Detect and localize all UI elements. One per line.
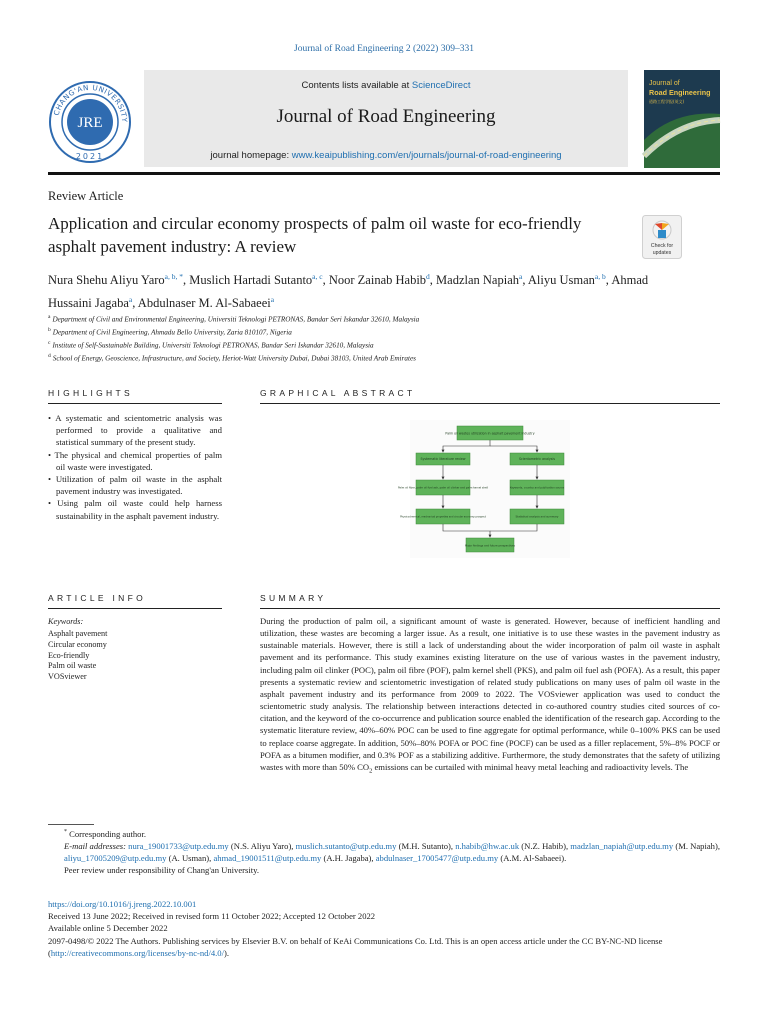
publication-info [48, 898, 720, 959]
email-owner: (M.H. Sutanto), [396, 841, 456, 852]
graphical-abstract-figure [397, 420, 570, 558]
keywords-label: Keywords: [48, 617, 84, 626]
author-name: Madzlan Napiah [436, 273, 519, 288]
highlight-item: • The physical and chemical properties of palm oil waste were investigated. [48, 449, 222, 472]
affiliation-text: Institute of Self-Sustainable Building, Universiti Teknologi PETRONAS, Bandar Seri Iskandar 32610, Malaysia [52, 341, 374, 350]
email-link[interactable]: muslich.sutanto@utp.edu.my [295, 841, 397, 852]
journal-header-box [144, 70, 628, 167]
corresponding-author-text: Corresponding author. [69, 828, 147, 839]
author-name: Ahmad Hussaini Jagaba [48, 273, 649, 311]
ga-box-left2-text: Palm oil fiber, palm oil fuel ash, palm oil clinker and palm kernel shell [397, 486, 489, 490]
received-dates: Received 13 June 2022; Received in revised form 11 October 2022; Accepted 12 October 2022 [48, 911, 376, 922]
email-owner: (A.H. Jagaba), [321, 853, 376, 864]
journal-homepage-line [144, 150, 628, 161]
author-separator: , [132, 296, 138, 311]
ga-box-left1-text: Systematic literature review [420, 457, 466, 461]
ga-box-right1-text: Scientometric analysis [518, 457, 556, 461]
affiliation-mark: a [48, 314, 51, 320]
email-link[interactable]: nura_19001733@utp.edu.my [128, 841, 229, 852]
highlight-item: • Using palm oil waste could help harness sustainability in the asphalt pavement industry. [48, 498, 222, 521]
footnotes [48, 826, 720, 877]
affiliation-text: Department of Civil Engineering, Ahmadu Bello University, Zaria 810107, Nigeria [52, 328, 292, 337]
author-name: Aliyu Usman [527, 273, 595, 288]
author-separator: , [322, 273, 329, 288]
graphical-abstract-heading: GRAPHICAL ABSTRACT [260, 388, 416, 398]
author-list [48, 267, 688, 313]
email-addresses [48, 840, 720, 864]
author-affiliation-marks[interactable]: a, b, * [164, 272, 184, 281]
peer-review-note: Peer review under responsibility of Chang'an University. [64, 865, 260, 876]
keyword-item: Palm oil waste [48, 661, 97, 671]
summary-heading: SUMMARY [260, 593, 327, 603]
author-name: Muslich Hartadi Sutanto [189, 273, 313, 288]
email-link[interactable]: madzlan_napiah@utp.edu.my [570, 841, 674, 852]
affiliation-mark: d [48, 352, 51, 359]
author-separator: , [183, 273, 190, 288]
crossmark-line2: updates [652, 250, 672, 256]
keyword-item: Circular economy [48, 639, 107, 649]
journal-homepage-link[interactable]: www.keaipublishing.com/en/journals/journal-of-road-engineering [291, 150, 562, 161]
highlights-heading: HIGHLIGHTS [48, 388, 133, 398]
author-separator: , [605, 273, 612, 288]
author-affiliation-marks[interactable]: a [519, 272, 523, 281]
article-info-heading: ARTICLE INFO [48, 593, 147, 603]
contents-available-line [144, 80, 628, 91]
author-affiliation-marks[interactable]: a [128, 295, 133, 305]
logo-center-text: JRE [77, 115, 103, 131]
keyword-item: Eco-friendly [48, 650, 90, 660]
email-label: E-mail addresses: [64, 841, 129, 852]
affiliations [48, 312, 728, 364]
summary-subscript: 2 [369, 767, 373, 775]
cover-line2: Road Engineering [649, 88, 711, 97]
crossmark-line1: Check for [650, 243, 674, 249]
ga-box-right2-text: Keywords, country and publication source [509, 486, 565, 490]
keyword-item: Asphalt pavement [48, 629, 108, 638]
summary-rule [260, 608, 720, 609]
author-affiliation-marks[interactable]: d [426, 272, 430, 281]
summary-part2: emissions can be curtailed with minimal heavy metal leaching and radioactivity levels. The [372, 761, 689, 772]
header-rule [48, 172, 720, 175]
email-owner: (N.S. Aliyu Yaro), [228, 841, 296, 852]
email-owner: (A. Usman), [166, 853, 214, 864]
available-online: Available online 5 December 2022 [48, 923, 168, 934]
cover-line1: Journal of [649, 80, 680, 87]
highlights-rule [48, 403, 222, 404]
affiliation-item [48, 338, 728, 351]
affiliation-item [48, 325, 728, 338]
keywords-list [48, 629, 107, 683]
email-link[interactable]: ahmad_19001511@utp.edu.my [213, 853, 322, 864]
graphical-abstract-rule [260, 403, 720, 404]
author-name: Nura Shehu Aliyu Yaro [48, 273, 165, 288]
email-link[interactable]: n.habib@hw.ac.uk [455, 841, 520, 852]
license-link[interactable]: http://creativecommons.org/licenses/by-nc-nd/4.0/ [50, 947, 224, 958]
ga-box-right3-text: Statistical analysis and summary [515, 515, 559, 519]
doi-link[interactable]: https://doi.org/10.1016/j.jreng.2022.10.001 [48, 899, 197, 909]
affiliation-text: School of Energy, Geoscience, Infrastructure, and Society, Heriot-Watt University Dubai, Dubai 38103, United Arab Emirates [52, 354, 416, 363]
article-title: Application and circular economy prospects of palm oil waste for eco-friendly asphalt pavement industry: A review [48, 214, 582, 256]
author-affiliation-marks[interactable]: a, b [594, 272, 606, 281]
license-prefix: 2097-0498/© 2022 The Authors. Publishing services by Elsevier B.V. on behalf of KeAi Communications Co. Ltd. This is an open access article under the CC BY-NC-ND license ( [48, 935, 663, 958]
check-for-updates-button[interactable] [642, 215, 682, 259]
sciencedirect-link[interactable]: ScienceDirect [411, 80, 471, 91]
article-info-rule [48, 608, 222, 609]
author-affiliation-marks[interactable]: a, c [312, 272, 323, 281]
contents-prefix: Contents lists available at [301, 80, 412, 91]
journal-title: Journal of Road Engineering [276, 106, 496, 127]
journal-cover-image [644, 70, 720, 168]
affiliation-item [48, 312, 728, 325]
affiliation-mark: b [48, 326, 51, 333]
email-owner: (M. Napiah), [673, 841, 720, 852]
author-name: Abdulnaser M. Al-Sabaeei [137, 296, 271, 311]
author-affiliation-marks[interactable]: a [270, 295, 275, 305]
license-suffix: ). [223, 947, 229, 958]
author-separator: , [522, 273, 528, 288]
logo-top-text: CHANG'AN UNIVERSITY [51, 82, 130, 123]
ga-box-bottom-text: Major findings and future perspectives [464, 544, 516, 548]
ga-box-left3-text: Physicochemical, mechanical properties and circular economy prospect [400, 515, 486, 519]
email-link[interactable]: aliyu_17005209@utp.edu.my [64, 853, 167, 864]
corresponding-author-note: * Corresponding author. [64, 828, 147, 839]
affiliation-text: Department of Civil and Environmental Engineering, Universiti Teknologi PETRONAS, Bandar Seri Iskandar 32610, Malaysia [52, 315, 420, 324]
affiliation-mark: c [48, 339, 51, 346]
highlight-item: • Utilization of palm oil waste in the asphalt pavement industry was investigated. [48, 474, 222, 497]
keyword-item: VOSviewer [48, 672, 87, 682]
footnote-rule [48, 824, 94, 825]
author-name: Noor Zainab Habib [328, 273, 427, 288]
highlights-list [48, 412, 222, 522]
highlight-item: • A systematic and scientometric analysis was performed to provide a qualitative and statistical summary of the present study. [48, 413, 222, 448]
cover-line3: 道路工程学报(英文) [649, 99, 685, 104]
license-text [48, 935, 720, 959]
author-separator: , [429, 273, 437, 288]
affiliation-item [48, 351, 728, 364]
email-owner: (A.M. Al-Sabaeei). [498, 853, 567, 864]
article-type: Review Article [48, 189, 124, 203]
email-link[interactable]: abdulnaser_17005477@utp.edu.my [375, 853, 499, 864]
email-owner: (N.Z. Habib), [519, 841, 571, 852]
university-logo [48, 80, 132, 164]
summary-part1: During the production of palm oil, a significant amount of waste is generated. However, because of inefficient handling and utilization, these wastes are becoming a larger issue. As a result, one initiative is to use these wastes in the pavement industry as sustainable materials. However, there is still a lack of understanding about the wider incorporation of palm oil waste in asphalt pavement and its performance. This study examines existing literature on the use of various wastes in the pavement industry, including palm oil clinker (POC), palm oil fibre (POF), palm kernel shell (PKS), and palm oil fuel ash (POFA). As a result, this paper presents a systematic review and scientometric investigation of related study publications on many uses of palm oil waste in the asphalt pavement industry and its performance from 2009 to 2022. The VOSviewer application was used to conduct the scientometric study analysis. The relationship between interactions detected in co-authored country studies cited sources of co-citation, and the keyword of the co-occurrence and publication source enabled the identification of the research gap. According to the systematic literature review, 40%–60% POC can be used to fine aggregate for optimal performance, while 0–100% PKS can be used to replace coarse aggregate. In addition, 50%–80% POFA or POC fine (POCF) can be used as a filler replacement, 5%–8% POCF or POFA as a bitumen modifier, and 0.3% POF as a stabilizing additive. Furthermore, the study demonstrates that the safety of utilizing wastes with more than 50% CO [260, 616, 720, 772]
homepage-prefix: journal homepage: [210, 150, 292, 161]
logo-year: 2021 [75, 152, 105, 161]
ga-box-top-text: Palm oil wastes utilization in asphalt pavement industry [445, 431, 535, 436]
summary-text [260, 615, 720, 778]
journal-reference-link[interactable]: Journal of Road Engineering 2 (2022) 309–331 [294, 44, 474, 54]
